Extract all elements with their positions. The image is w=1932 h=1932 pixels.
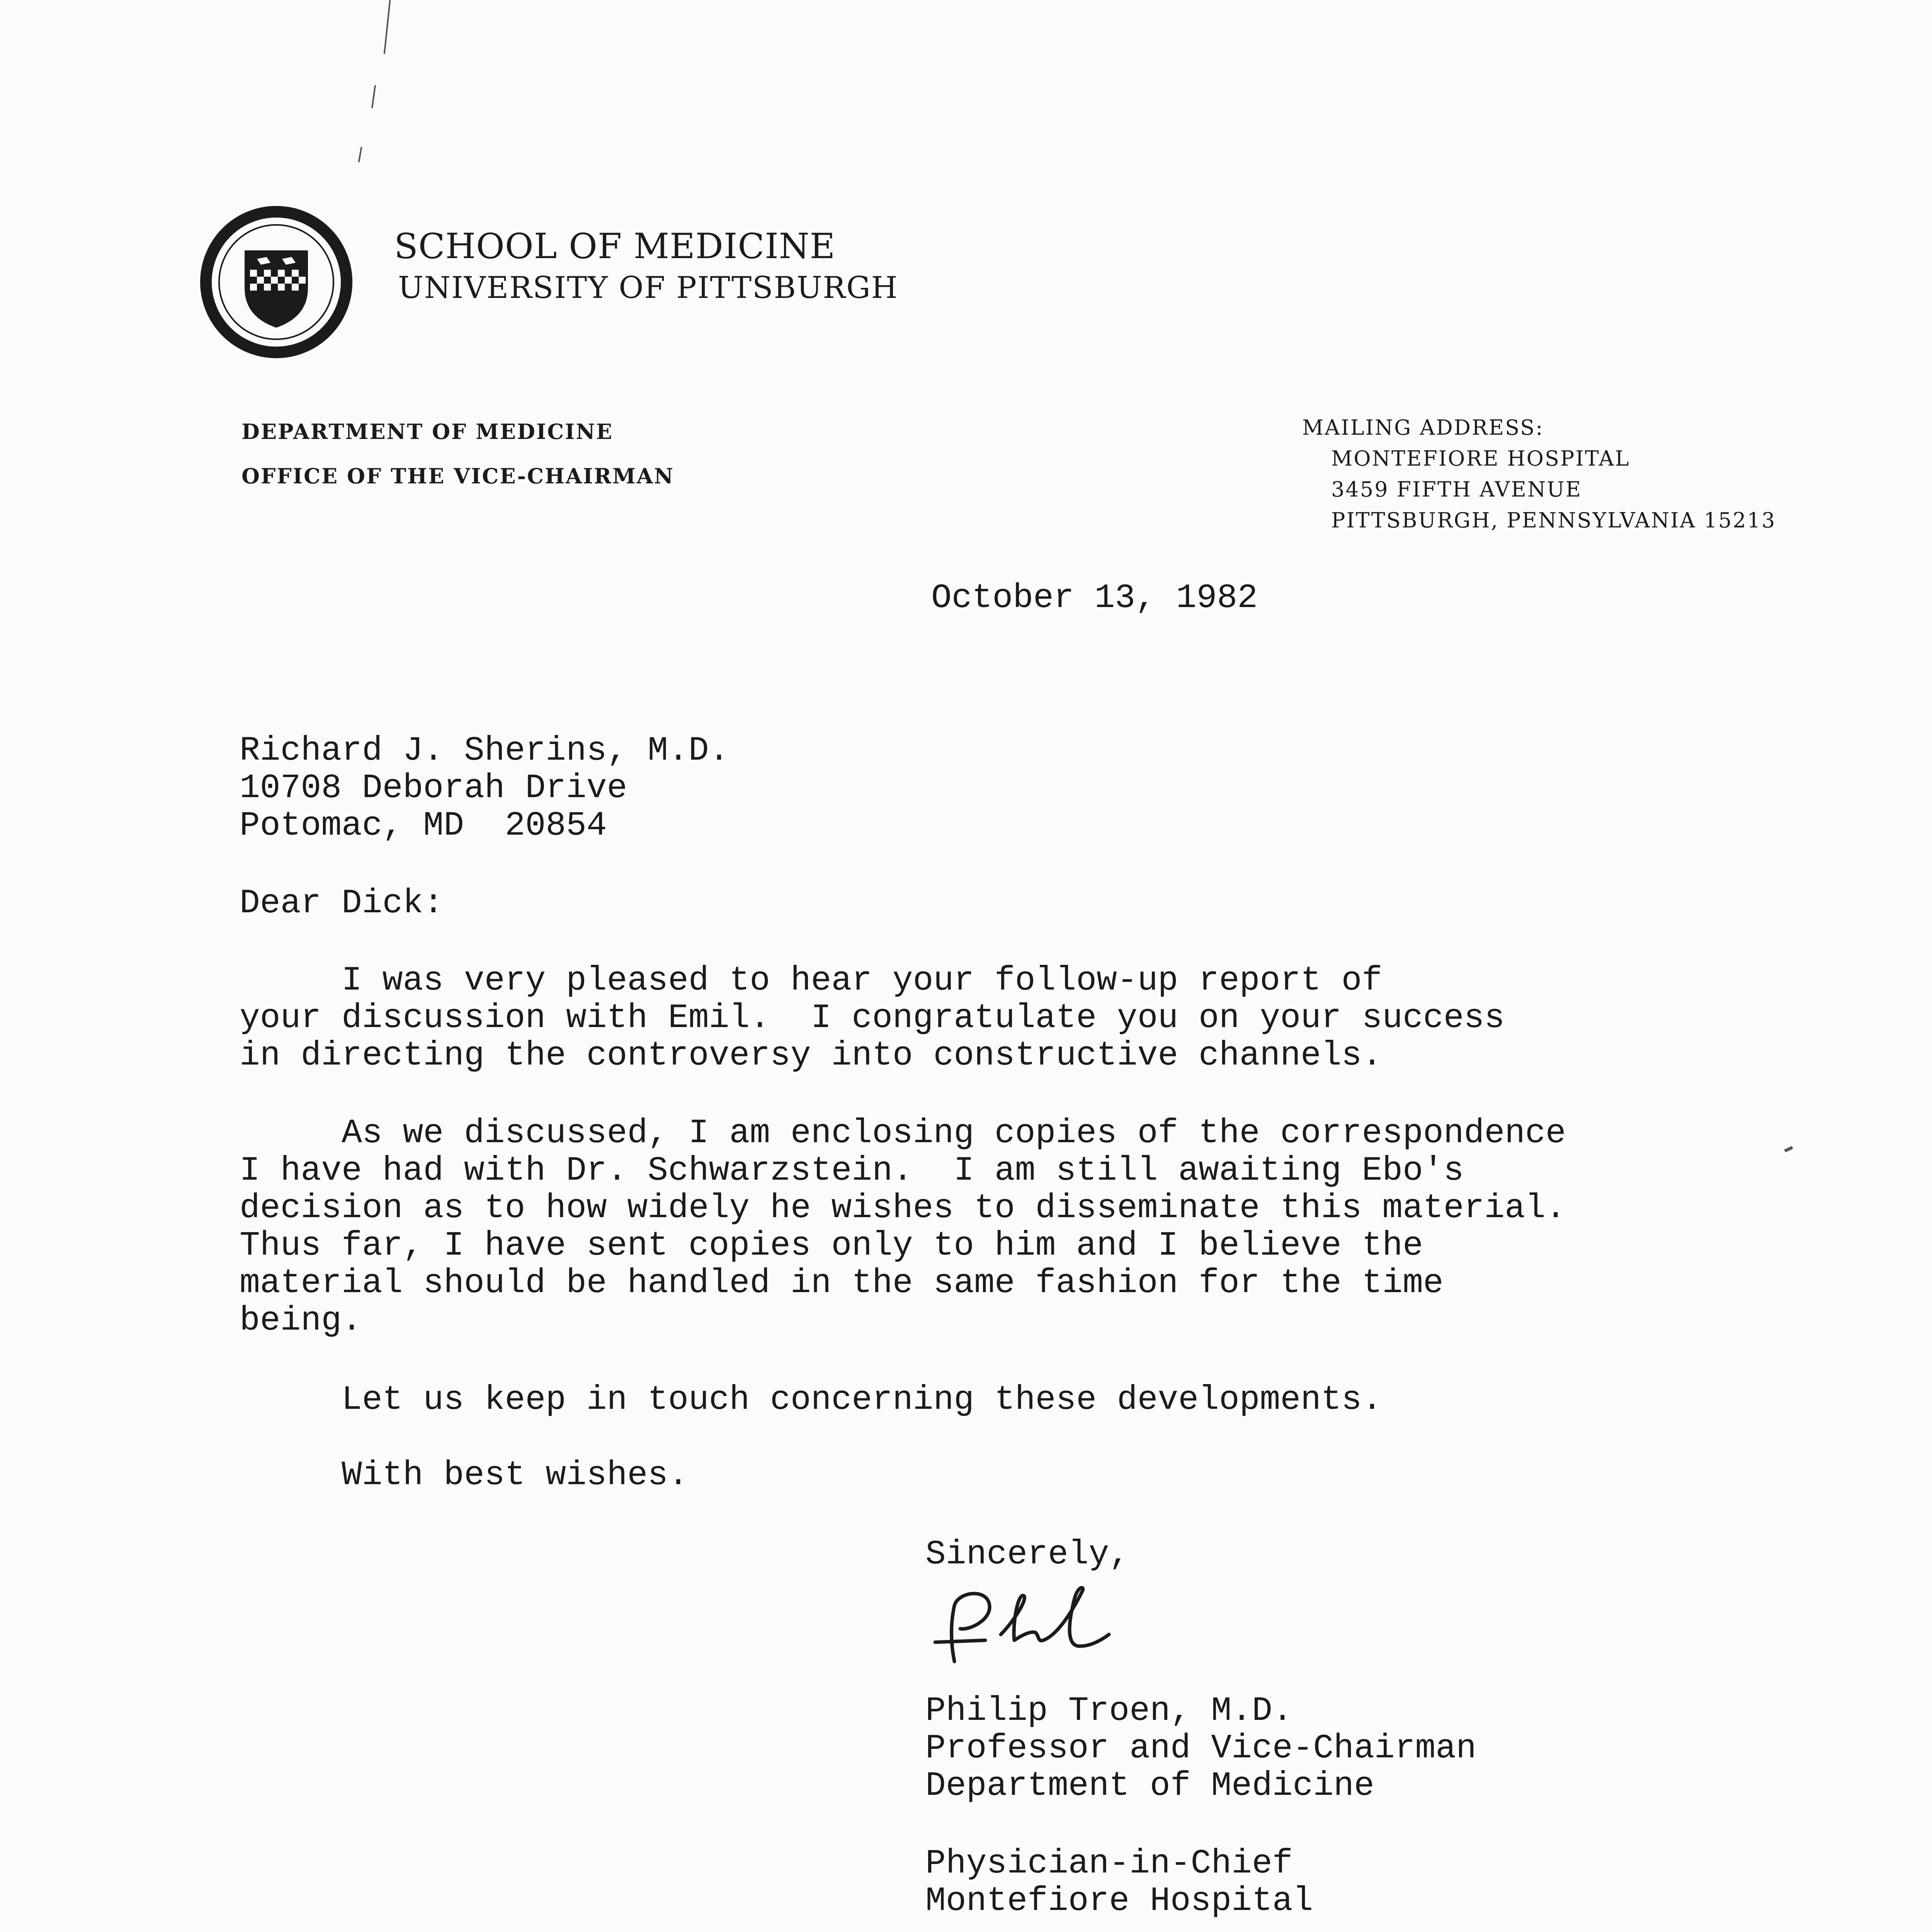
office-name: OFFICE OF THE VICE-CHAIRMAN xyxy=(242,464,675,488)
scan-mark xyxy=(358,147,362,162)
university-seal-logo xyxy=(199,205,354,359)
body-line: As we discussed, I am enclosing copies of the correspondence xyxy=(240,1114,1566,1153)
recipient-name: Richard J. Sherins, M.D. xyxy=(240,732,730,770)
scan-mark xyxy=(1784,1146,1793,1153)
signer-title: Professor and Vice-Chairman xyxy=(925,1730,1476,1768)
university-name: UNIVERSITY OF PITTSBURGH xyxy=(398,270,898,305)
body-line: Let us keep in touch concerning these developments. xyxy=(240,1381,1383,1419)
body-line: material should be handled in the same fashion for the time xyxy=(240,1264,1444,1303)
signer-name: Philip Troen, M.D. xyxy=(925,1692,1293,1730)
body-line: in directing the controversy into constructive channels. xyxy=(240,1037,1383,1075)
body-line: I was very pleased to hear your follow-up report of xyxy=(240,962,1383,1000)
recipient-street: 10708 Deborah Drive xyxy=(240,769,628,808)
closing: Sincerely, xyxy=(925,1536,1130,1574)
signer-department: Department of Medicine xyxy=(925,1767,1374,1805)
body-line: being. xyxy=(240,1302,362,1340)
scan-mark xyxy=(384,0,391,54)
school-name: SCHOOL OF MEDICINE xyxy=(394,226,836,267)
mailing-address-label: MAILING ADDRESS: xyxy=(1302,415,1544,440)
body-line: decision as to how widely he wishes to disseminate this material. xyxy=(240,1189,1566,1228)
mailing-address-line: 3459 FIFTH AVENUE xyxy=(1331,477,1582,502)
body-line: I have had with Dr. Schwarzstein. I am still awaiting Ebo's xyxy=(240,1152,1464,1190)
mailing-address-line: MONTEFIORE HOSPITAL xyxy=(1331,446,1630,471)
mailing-address-line: PITTSBURGH, PENNSYLVANIA 15213 xyxy=(1331,508,1776,532)
signer-title: Physician-in-Chief xyxy=(925,1845,1293,1883)
signature xyxy=(927,1577,1175,1677)
department-name: DEPARTMENT OF MEDICINE xyxy=(242,419,613,444)
letter-date: October 13, 1982 xyxy=(931,579,1258,617)
recipient-city: Potomac, MD 20854 xyxy=(240,807,607,845)
body-line: your discussion with Emil. I congratulate you on your success xyxy=(240,999,1505,1037)
body-line: With best wishes. xyxy=(240,1456,689,1495)
signer-hospital: Montefiore Hospital xyxy=(925,1882,1313,1920)
salutation: Dear Dick: xyxy=(240,884,444,923)
scan-mark xyxy=(371,85,376,108)
body-line: Thus far, I have sent copies only to him and I believe the xyxy=(240,1227,1423,1265)
